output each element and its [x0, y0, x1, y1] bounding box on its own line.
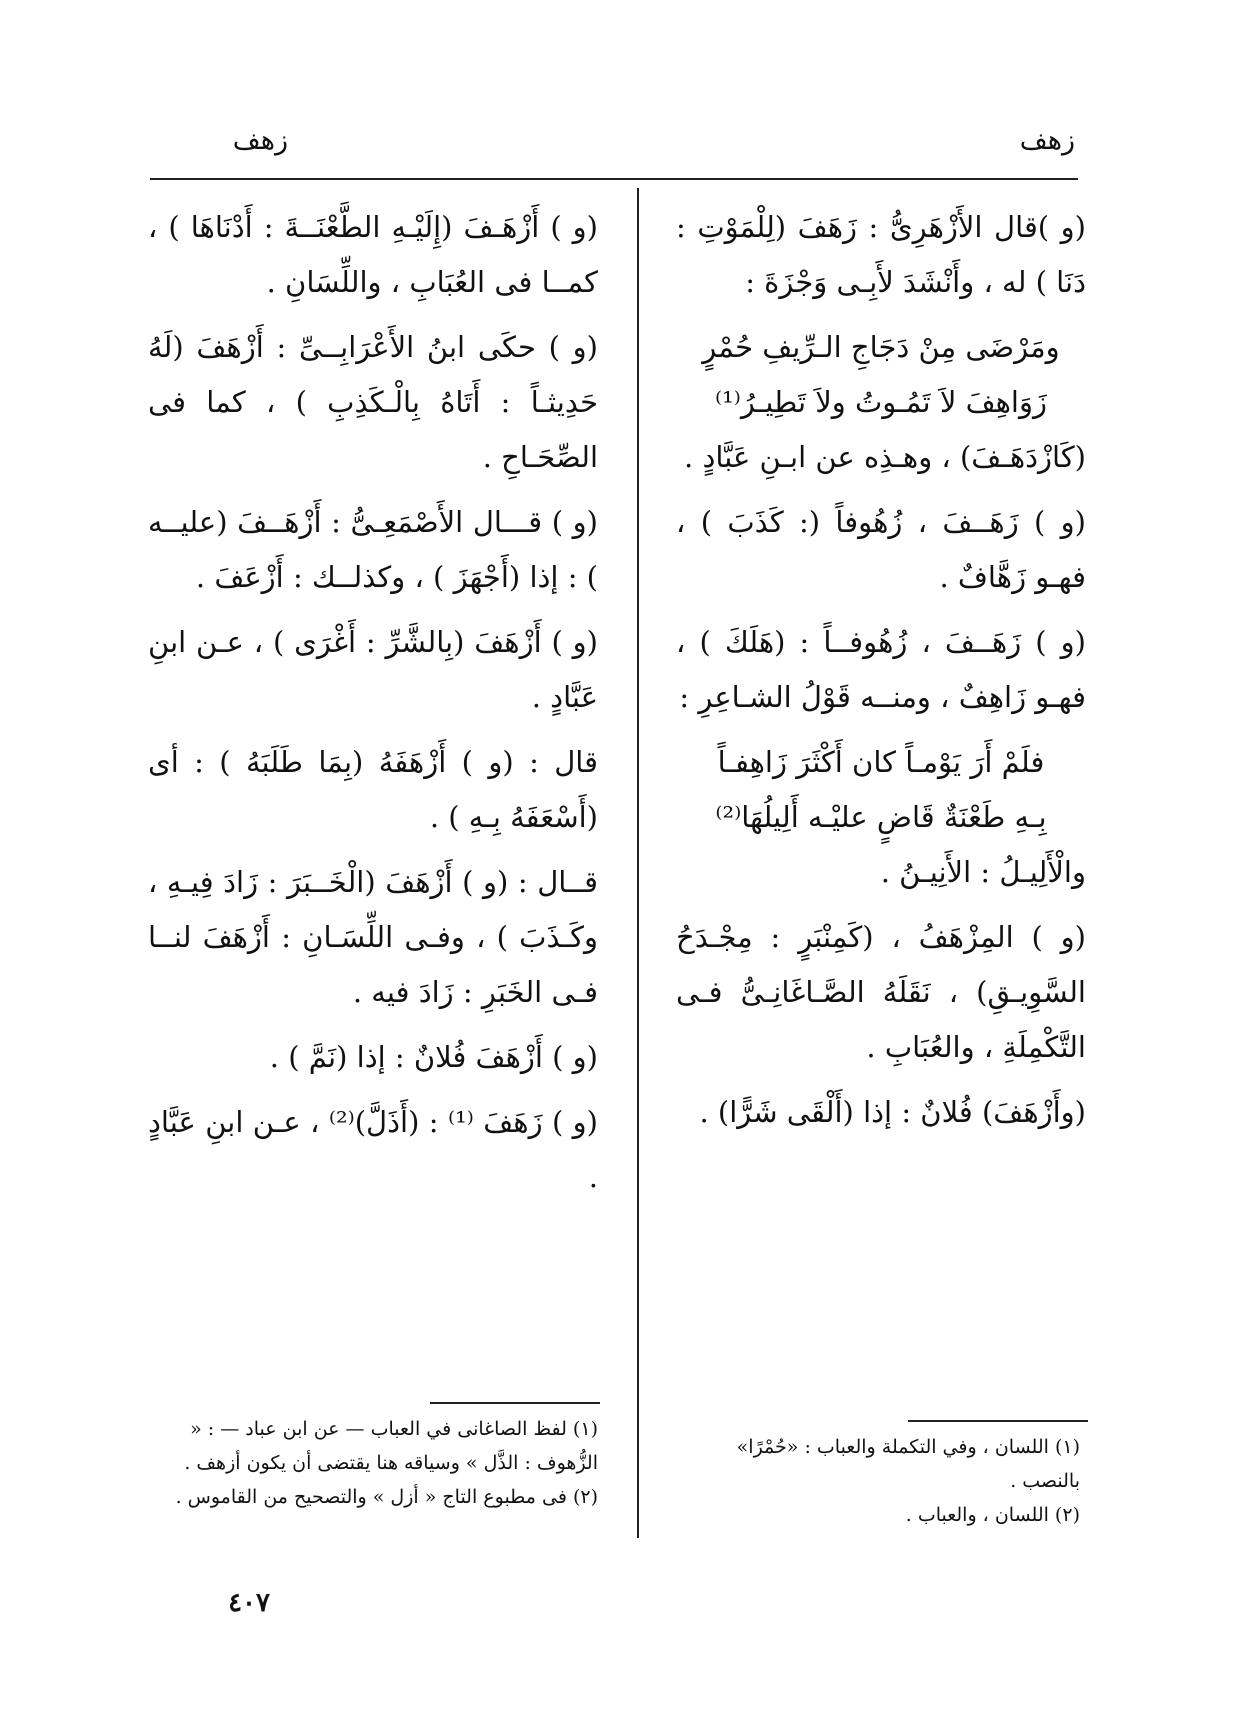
entry-paragraph: والْأَلِيـلُ : الأَنِيـنُ .	[880, 855, 1086, 889]
entry-paragraph: (و ) أَزْهَفَ (بِالشَّرِّ : أَغْرَى ) ، عـن ابنِ عَبَّادٍ .	[148, 625, 598, 714]
footnote: (٢) فى مطبوع التاج « أزل » والتصحيح من القاموس .	[175, 1486, 598, 1508]
entry-paragraph: (و ) أَزْهَفَ فُلانٌ : إذا (نَمَّ ) .	[269, 1040, 598, 1074]
entry-paragraph: (و )قال الأَزْهَرِىُّ : زَهَفَ (لِلْمَوْتِ : دَنَا ) له ، وأَنْشَدَ لأَبِـى وَجْزَةَ :	[676, 210, 1086, 299]
column-divider	[637, 188, 639, 1538]
entry-paragraph: (و ) قـــال الأَصْمَعِـىُّ : أَزْهَــفَ (عليــه ) : إذا (أَجْهَزَ ) ، وكذلــك : أَزْعَفَ .	[148, 505, 598, 594]
verse-block	[676, 320, 1086, 430]
entry-paragraph: (و ) المِزْهَفُ ، (كَمِنْبَرٍ : مِجْـدَحُ السَّوِيـقِ) ، نَقَلَهُ الصَّـاغَانِـىُّ فـى التَّكْمِلَةِ ، والعُبَابِ .	[676, 920, 1086, 1064]
footnote-rule-right	[908, 1420, 1088, 1422]
entry-paragraph: (و ) أَزْهَـفَ (إِلَيْـهِ الطَّعْنَــةَ : أَدْنَاهَا ) ، كمــا فى العُبَابِ ، واللِّسَانِ .	[148, 210, 598, 299]
header-rule	[150, 178, 1078, 180]
footnote: (١) اللسان ، وفي التكملة والعباب : «حُمْرًا» بالنصب .	[736, 1436, 1080, 1492]
verse-block	[676, 735, 1086, 845]
footnote: (١) لفظ الصاغانى في العباب — عن ابن عباد — : « الزُّهوف : الذَّل » وسياقه هنا يقتضى أن يكون أزهف .	[184, 1418, 598, 1474]
verse-line: ومَرْضَى مِنْ دَجَاجِ الـرِّيفِ حُمْرٍ	[702, 330, 1060, 364]
entry-paragraph: (وأَزْهَفَ) فُلانٌ : إذا (أَلْقَى شَرًّا) .	[699, 1095, 1086, 1129]
entry-paragraph: (و ) زَهَفَ ⁽¹⁾ : (أَذَلَّ)⁽²⁾ ، عـن ابنِ عَبَّادٍ .	[148, 1105, 598, 1194]
verse-line: زَوَاهِفَ لاَ تَمُـوتُ ولاَ تَطِيـرُ⁽¹⁾	[715, 385, 1047, 419]
right-column	[676, 200, 1086, 1150]
verse-line: بِـهِ طَعْنَةٌ قَاضٍ عليْـه أَلِيلُهَا⁽²⁾	[715, 800, 1047, 834]
footnote: (٢) اللسان ، والعباب .	[905, 1504, 1080, 1526]
entry-paragraph: (و ) زَهَــفَ ، زُهُوفــاً : (هَلَكَ ) ، فهـو زَاهِفٌ ، ومنــه قَوْلُ الشـاعِرِ :	[676, 625, 1086, 714]
footnotes-left	[148, 1412, 598, 1514]
entry-paragraph: (و ) زَهَــفَ ، زُهُوفاً (: كَذَبَ ) ، فهـو زَهَّافٌ .	[676, 505, 1086, 594]
entry-paragraph: (كَازْدَهَـفَ) ، وهـذِه عن ابـنِ عَبَّادٍ .	[684, 440, 1086, 474]
footnote-rule-left	[430, 1402, 600, 1404]
entry-paragraph: قال : (و ) أَزْهَفَهُ (بِمَا طَلَبَهُ ) : أى (أَسْعَفَهُ بِـهِ ) .	[148, 745, 598, 834]
running-header-right: زهف	[1019, 125, 1075, 156]
left-column	[148, 200, 598, 1215]
running-header-left: زهف	[232, 125, 288, 156]
entry-paragraph: (و ) حكَى ابنُ الأَعْرَابِــىِّ : أَزْهَفَ (لَهُ حَدِيثـاً : أَتَاهُ بِالْـكَذِبِ ) ، كما فى الصِّحَـاحِ .	[148, 330, 598, 474]
page-number: ٤٠٧	[228, 1588, 270, 1618]
entry-paragraph: قــال : (و ) أَزْهَفَ (الْخَــبَرَ : زَادَ فِيـهِ ، وكَـذَبَ ) ، وفـى اللِّسَـانِ : أَزْهَفَ لنــا فـى الخَبَرِ : زَادَ فيه .	[148, 865, 598, 1009]
footnotes-right	[680, 1430, 1080, 1532]
verse-line: فلَمْ أَرَ يَوْمـاً كان أَكْثَرَ زَاهِفـاً	[717, 745, 1045, 779]
